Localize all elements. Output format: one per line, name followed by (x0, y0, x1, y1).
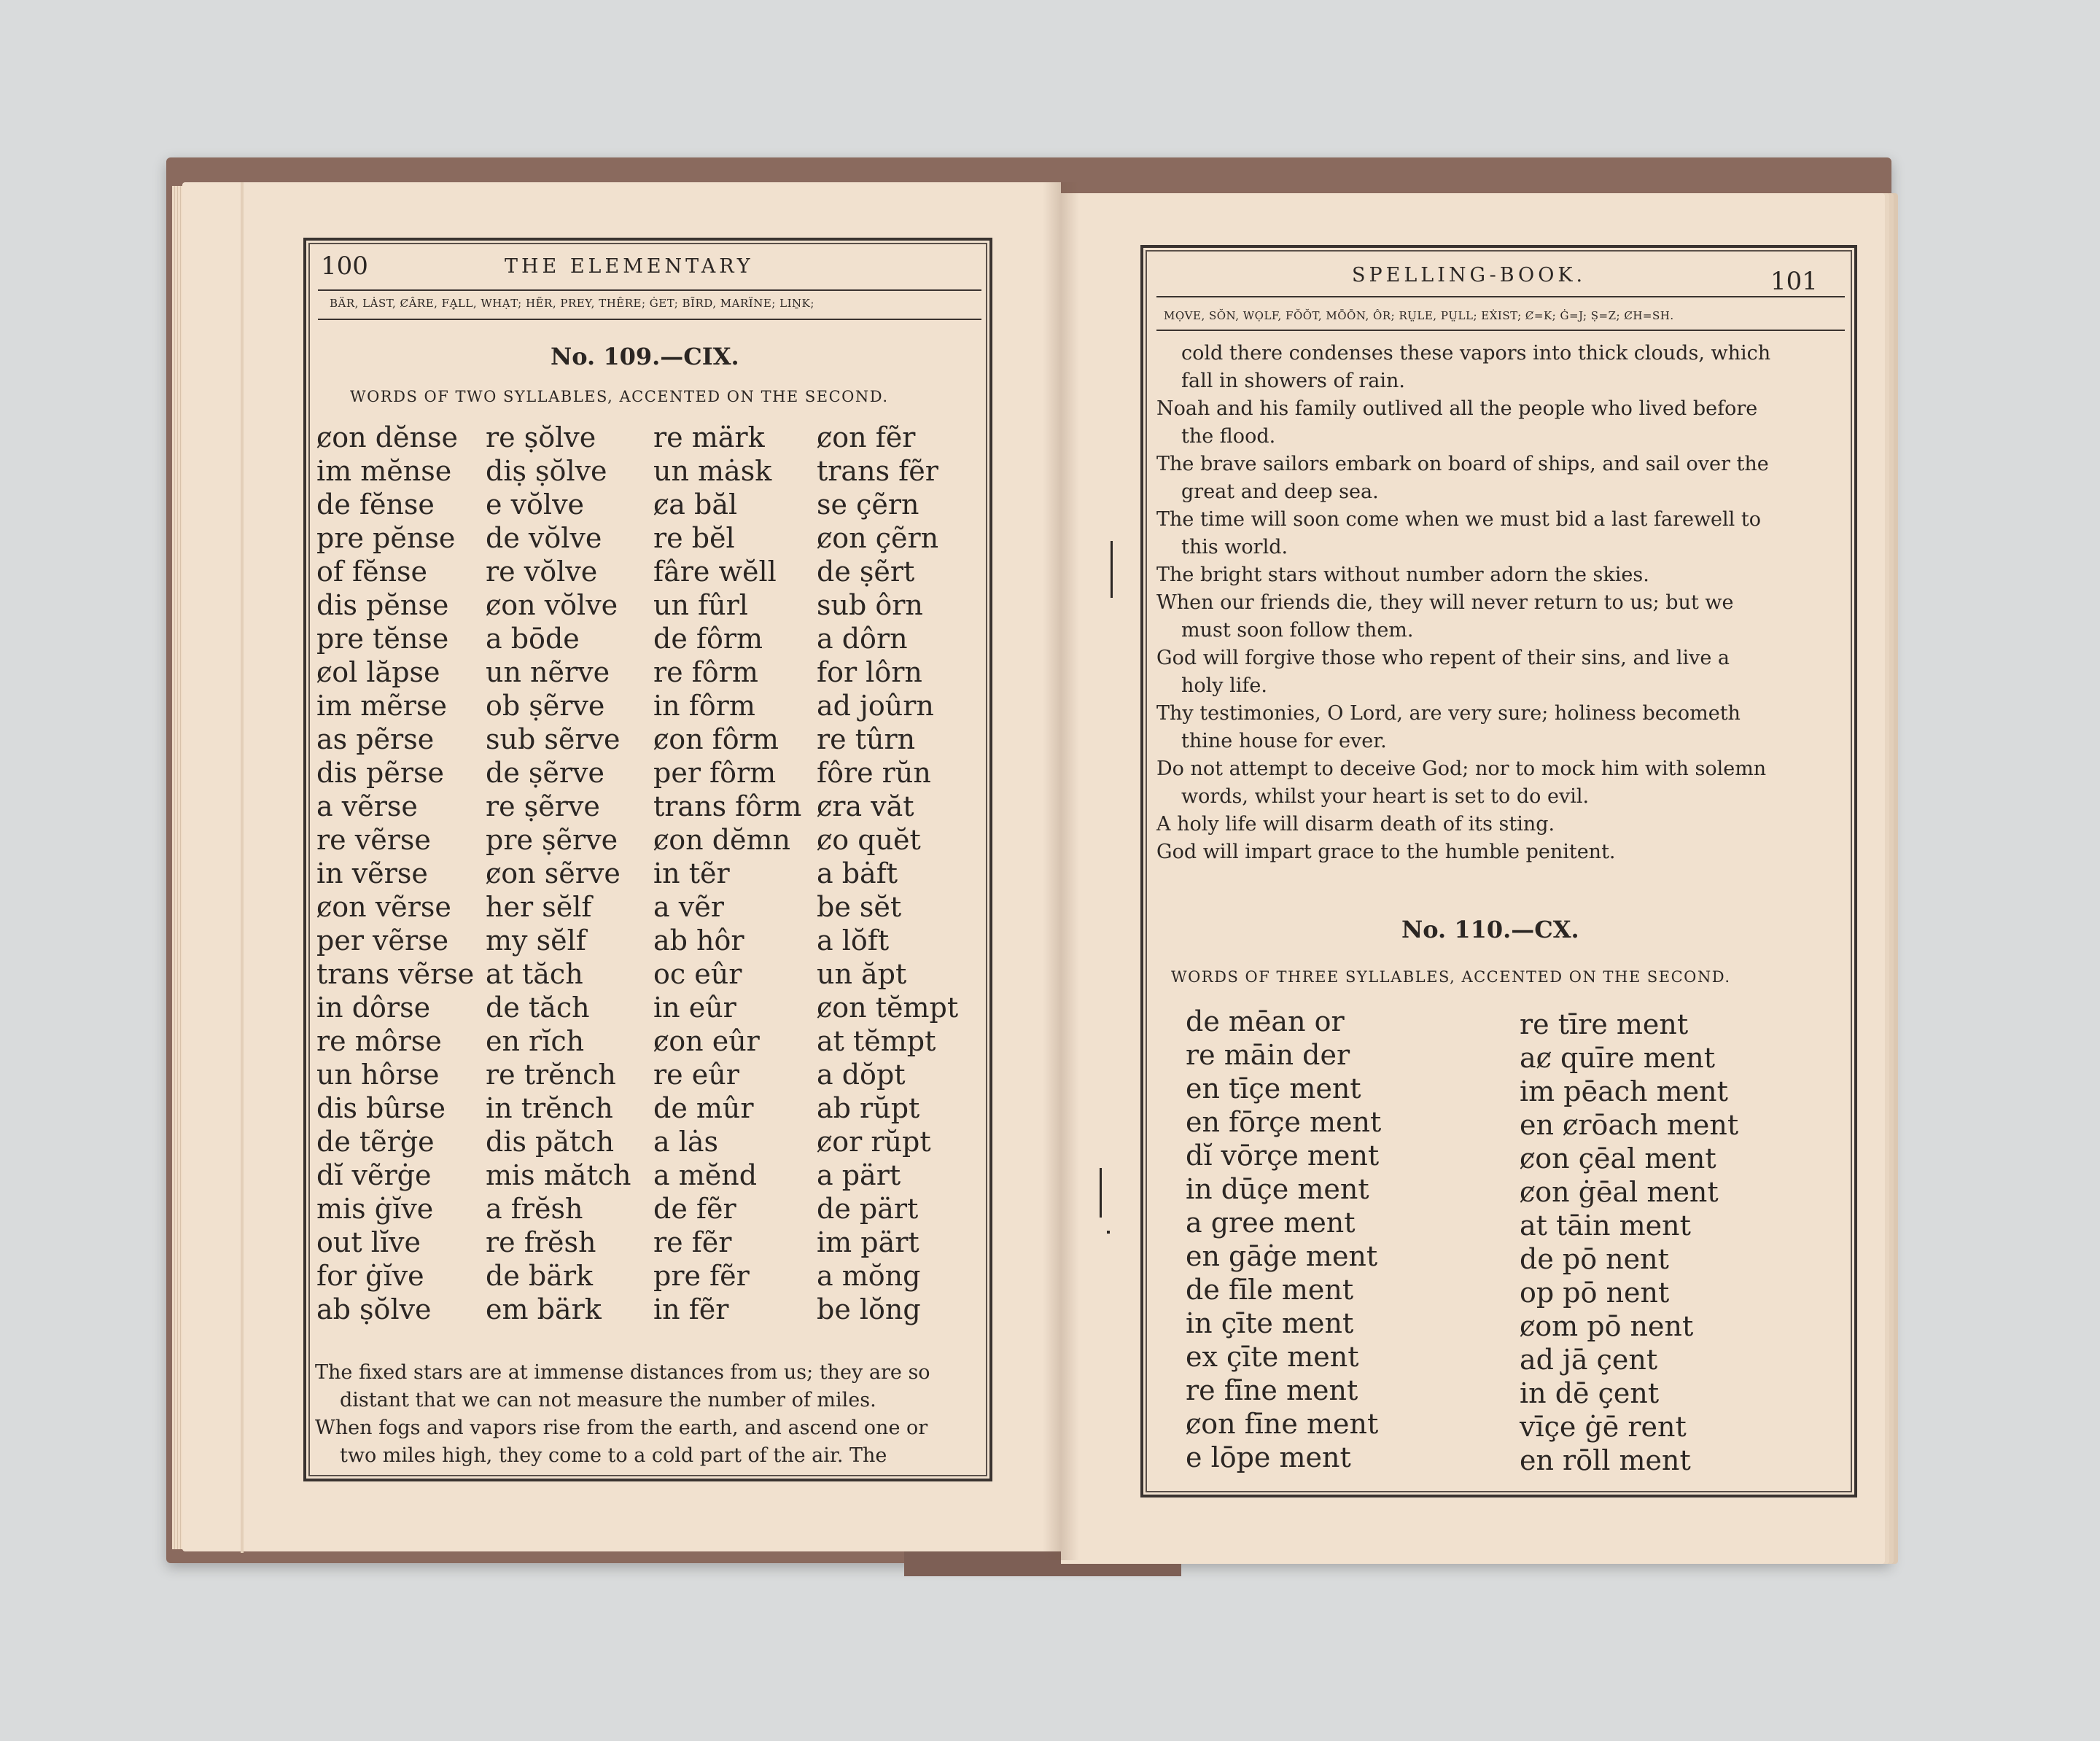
lesson-subtitle: WORDS OF TWO SYLLABLES, ACCENTED ON THE SECOND. (350, 388, 889, 405)
spelling-word: a pärt (817, 1159, 901, 1191)
word-column-2 (486, 421, 631, 1326)
sentence-line: great and deep sea. (1181, 480, 1379, 503)
spelling-word: de mûr (653, 1092, 754, 1124)
spelling-word: re vẽrse (316, 824, 431, 856)
spelling-word: ȼra văt (817, 790, 914, 822)
spelling-word: re fôrm (653, 656, 758, 688)
header-rule (318, 289, 981, 291)
spelling-word: en rōll ment (1520, 1444, 1691, 1476)
spelling-word: ȼo quĕt (817, 824, 921, 856)
spelling-word: in vẽrse (316, 857, 428, 889)
spelling-word: im pärt (817, 1226, 919, 1258)
key-rule (318, 319, 981, 320)
spelling-word: per vẽrse (316, 924, 449, 957)
spelling-word: for lôrn (817, 656, 922, 688)
spelling-word: re māin der (1186, 1039, 1350, 1071)
spelling-word: ab ṣŏlve (316, 1293, 432, 1325)
spelling-word: de fīle ment (1186, 1274, 1354, 1306)
spelling-word: ȼon vŏlve (486, 589, 618, 621)
spelling-word: re eûr (653, 1059, 739, 1091)
spelling-word: dĭ vẽrġe (316, 1159, 432, 1191)
spelling-word: de tẽrġe (316, 1126, 435, 1158)
spelling-word: at tāin ment (1520, 1210, 1691, 1242)
spelling-word: re bĕl (653, 522, 735, 554)
spelling-word: a dôrn (817, 623, 908, 655)
spelling-word: en ȼrōach ment (1520, 1109, 1739, 1141)
sentence-line: Do not attempt to deceive God; nor to mock him with solemn (1156, 757, 1767, 780)
spelling-word: a vẽr (653, 891, 724, 923)
spelling-word: dis pẽrse (316, 757, 445, 789)
spelling-word: a mĕnd (653, 1159, 758, 1191)
spelling-word: ȼom pō nent (1520, 1310, 1694, 1342)
spelling-word: in dôrse (316, 992, 431, 1024)
spelling-word: in fẽr (653, 1293, 729, 1325)
spelling-word: ȼon fīne ment (1186, 1408, 1379, 1440)
spelling-word: out lĭve (316, 1226, 421, 1258)
spelling-word: ȼon çẽrn (817, 522, 939, 554)
spelling-word: ȼor rŭpt (817, 1126, 931, 1158)
key-rule (1156, 330, 1845, 331)
spelling-word: be sĕt (817, 891, 902, 923)
spelling-word: mis mătch (486, 1159, 631, 1191)
sentence-line: holy life. (1181, 674, 1267, 697)
sentence-line: A holy life will disarm death of its sting. (1156, 813, 1555, 836)
spelling-word: de ṣẽrve (486, 757, 605, 789)
spelling-word: ȼol lăpse (316, 656, 440, 688)
sentence-line: two miles high, they come to a cold part of the air. The (340, 1444, 887, 1467)
spelling-word: de vŏlve (486, 522, 602, 554)
spelling-word: ȼa băl (653, 488, 738, 521)
spelling-word: im mĕnse (316, 455, 452, 487)
spelling-word: ȼon fôrm (653, 723, 779, 755)
spelling-word: ob ṣẽrve (486, 690, 605, 722)
sentence-line: fall in showers of rain. (1181, 370, 1405, 392)
spelling-word: oc eûr (653, 958, 742, 990)
sentence-line: cold there condenses these vapors into thick clouds, which (1181, 342, 1771, 365)
spelling-word: a bōde (486, 623, 580, 655)
sentence-line: God will forgive those who repent of their sins, and live a (1156, 647, 1730, 669)
spelling-word: dĭ vōrçe ment (1186, 1140, 1380, 1172)
reading-lesson (1156, 340, 1770, 866)
spelling-word: de fẽr (653, 1193, 736, 1225)
spelling-word: a frĕsh (486, 1193, 583, 1225)
spelling-word: de ṣẽrt (817, 556, 915, 588)
lesson-subtitle: WORDS OF THREE SYLLABLES, ACCENTED ON THE SECOND. (1171, 968, 1731, 986)
spelling-word: re fīne ment (1186, 1374, 1358, 1406)
spelling-word: trans vẽrse (316, 958, 475, 990)
spelling-word: un fûrl (653, 589, 748, 621)
margin-mark (1111, 541, 1113, 598)
spelling-word: ȼon çēal ment (1520, 1142, 1716, 1175)
spelling-word: e vŏlve (486, 488, 585, 521)
word-column-1 (1186, 1005, 1381, 1474)
pronunciation-key: MỌVE, SŎN, WỌLF, FŎŎT, MŌŌN, ÔR; RṲLE, PṲLL; EẊIST; Ȼ=K; Ġ=J; Ṣ=Z; ȻH=SH. (1164, 309, 1674, 322)
spelling-word: ȼon eûr (653, 1025, 760, 1057)
spelling-word: at tĕmpt (817, 1025, 936, 1057)
spelling-word: dis pĕnse (316, 589, 449, 621)
sentence-line: When our friends die, they will never return to us; but we (1156, 591, 1734, 614)
spelling-word: a gree ment (1186, 1207, 1356, 1239)
page-number: 101 (1770, 267, 1818, 296)
margin-mark (1107, 1231, 1110, 1234)
spelling-word: sub ôrn (817, 589, 923, 621)
sentence-line: Noah and his family outlived all the people who lived before (1156, 397, 1758, 420)
page-number: 100 (321, 252, 368, 281)
spelling-word: in fôrm (653, 690, 755, 722)
spelling-word: re ṣŏlve (486, 421, 596, 453)
spelling-word: a lȧs (653, 1126, 719, 1158)
spelling-word: in çīte ment (1186, 1307, 1354, 1339)
spelling-word: ȼon dĕnse (316, 421, 458, 453)
spelling-word: a dŏpt (817, 1059, 906, 1091)
spelling-word: trans fôrm (653, 790, 802, 822)
word-column-4 (817, 421, 958, 1326)
spelling-word: un ăpt (817, 958, 907, 990)
spelling-word: fâre wĕll (653, 556, 777, 588)
reading-lesson (315, 1359, 930, 1470)
spelling-word: en tīçe ment (1186, 1072, 1361, 1105)
spelling-word: for ġĭve (316, 1260, 424, 1292)
spelling-word: as pẽrse (316, 723, 435, 755)
spelling-word: un hôrse (316, 1059, 440, 1091)
spelling-word: re fẽr (653, 1226, 732, 1258)
spelling-word: ȼon vẽrse (316, 891, 451, 923)
spelling-word: en fōrçe ment (1186, 1106, 1382, 1138)
spelling-word: ȼon dĕmn (653, 824, 791, 856)
spelling-word: im pēach ment (1520, 1075, 1728, 1107)
spelling-word: re tûrn (817, 723, 916, 755)
spelling-word: de fôrm (653, 623, 763, 655)
spelling-word: vīçe ġē rent (1520, 1411, 1687, 1443)
spelling-word: im mẽrse (316, 690, 447, 722)
spelling-word: trans fẽr (817, 455, 938, 487)
spelling-word: re tīre ment (1520, 1008, 1689, 1040)
lesson-title: No. 110.—CX. (1401, 916, 1579, 943)
spelling-word: ȼon ġēal ment (1520, 1176, 1719, 1208)
sentence-line: words, whilst your heart is set to do evil. (1181, 785, 1590, 808)
sentence-line: The bright stars without number adorn the skies. (1156, 564, 1649, 586)
spelling-word: de pō nent (1520, 1243, 1669, 1275)
spelling-word: de fĕnse (316, 488, 435, 521)
spelling-word: my sĕlf (486, 924, 586, 957)
sentence-line: thine house for ever. (1181, 730, 1387, 752)
spelling-word: re vŏlve (486, 556, 598, 588)
spelling-word: be lŏng (817, 1293, 921, 1325)
spelling-word: diṣ ṣŏlve (486, 455, 607, 487)
spelling-word: re frĕsh (486, 1226, 596, 1258)
spelling-word: ȼon fẽr (817, 421, 916, 453)
spelling-word: un nẽrve (486, 656, 610, 688)
spelling-word: ad jā çent (1520, 1344, 1658, 1376)
spelling-word: aȼ quīre ment (1520, 1042, 1715, 1074)
header-rule (1156, 296, 1845, 297)
spelling-word: in eûr (653, 992, 736, 1024)
word-column-2 (1520, 1008, 1738, 1477)
page-fold-line (241, 182, 244, 1553)
spelling-word: in dē çent (1520, 1377, 1660, 1409)
spelling-word: mis ġĭve (316, 1193, 434, 1225)
sentence-line: the flood. (1181, 425, 1276, 448)
pronunciation-key: BÄR, LȦST, ȻÂRE, FḀLL, WHẠT; HẼR, PREY, THÊRE; ĠET; BĨRD, MARÏNE; LIṈK; (330, 297, 814, 310)
spelling-word: a bȧft (817, 857, 898, 889)
word-column-1 (316, 421, 474, 1326)
sentence-line: The fixed stars are at immense distances from us; they are so (315, 1361, 930, 1384)
spelling-word: of fĕnse (316, 556, 428, 588)
sentence-line: When fogs and vapors rise from the earth, and ascend one or (315, 1417, 928, 1439)
spelling-word: ad joûrn (817, 690, 934, 722)
book-gutter (1043, 182, 1079, 1560)
spelling-word: per fôrm (653, 757, 777, 789)
spelling-word: in tẽr (653, 857, 730, 889)
spelling-word: a lŏft (817, 924, 890, 957)
spelling-word: ȼon sẽrve (486, 857, 621, 889)
running-head: THE ELEMENTARY (505, 255, 754, 278)
word-column-3 (653, 421, 801, 1326)
spelling-word: de tăch (486, 992, 590, 1024)
spelling-word: de pärt (817, 1193, 919, 1225)
spelling-word: se çẽrn (817, 488, 919, 521)
spelling-word: ab rŭpt (817, 1092, 920, 1124)
spelling-word: de bärk (486, 1260, 594, 1292)
spelling-word: fôre rŭn (817, 757, 931, 789)
spelling-word: at tăch (486, 958, 583, 990)
spelling-word: en gāġe ment (1186, 1240, 1378, 1272)
spelling-word: sub sẽrve (486, 723, 621, 755)
spelling-word: re trĕnch (486, 1059, 616, 1091)
spelling-word: e lōpe ment (1186, 1441, 1351, 1473)
spelling-word: in trĕnch (486, 1092, 613, 1124)
spelling-word: un mȧsk (653, 455, 772, 487)
spelling-word: en rĭch (486, 1025, 585, 1057)
sentence-line: The brave sailors embark on board of ships, and sail over the (1156, 453, 1769, 475)
spelling-word: re môrse (316, 1025, 442, 1057)
spelling-word: pre fẽr (653, 1260, 750, 1292)
sentence-line: God will impart grace to the humble penitent. (1156, 841, 1616, 863)
spelling-word: ab hôr (653, 924, 744, 957)
spelling-word: de mēan or (1186, 1005, 1345, 1037)
spelling-word: pre tĕnse (316, 623, 449, 655)
running-head: SPELLING-BOOK. (1352, 264, 1587, 287)
spelling-word: ȼon tĕmpt (817, 992, 959, 1024)
spelling-word: pre pĕnse (316, 522, 456, 554)
spelling-word: a mŏng (817, 1260, 921, 1292)
spelling-word: ex çīte ment (1186, 1341, 1359, 1373)
spelling-word: a vẽrse (316, 790, 418, 822)
spelling-word: re ṣẽrve (486, 790, 600, 822)
sentence-line: must soon follow them. (1181, 619, 1414, 642)
sentence-line: this world. (1181, 536, 1288, 558)
sentence-line: Thy testimonies, O Lord, are very sure; holiness becometh (1156, 702, 1741, 725)
margin-mark (1100, 1168, 1102, 1218)
spelling-word: op pō nent (1520, 1277, 1670, 1309)
spelling-word: her sĕlf (486, 891, 592, 923)
lesson-title: No. 109.—CIX. (551, 343, 739, 370)
spelling-word: pre ṣẽrve (486, 824, 618, 856)
spelling-word: em bärk (486, 1293, 602, 1325)
spelling-word: re märk (653, 421, 765, 453)
spelling-word: dis bûrse (316, 1092, 446, 1124)
sentence-line: distant that we can not measure the number of miles. (340, 1389, 876, 1411)
spelling-word: dis pătch (486, 1126, 615, 1158)
sentence-line: The time will soon come when we must bid a last farewell to (1156, 508, 1761, 531)
spelling-word: in dūçe ment (1186, 1173, 1369, 1205)
